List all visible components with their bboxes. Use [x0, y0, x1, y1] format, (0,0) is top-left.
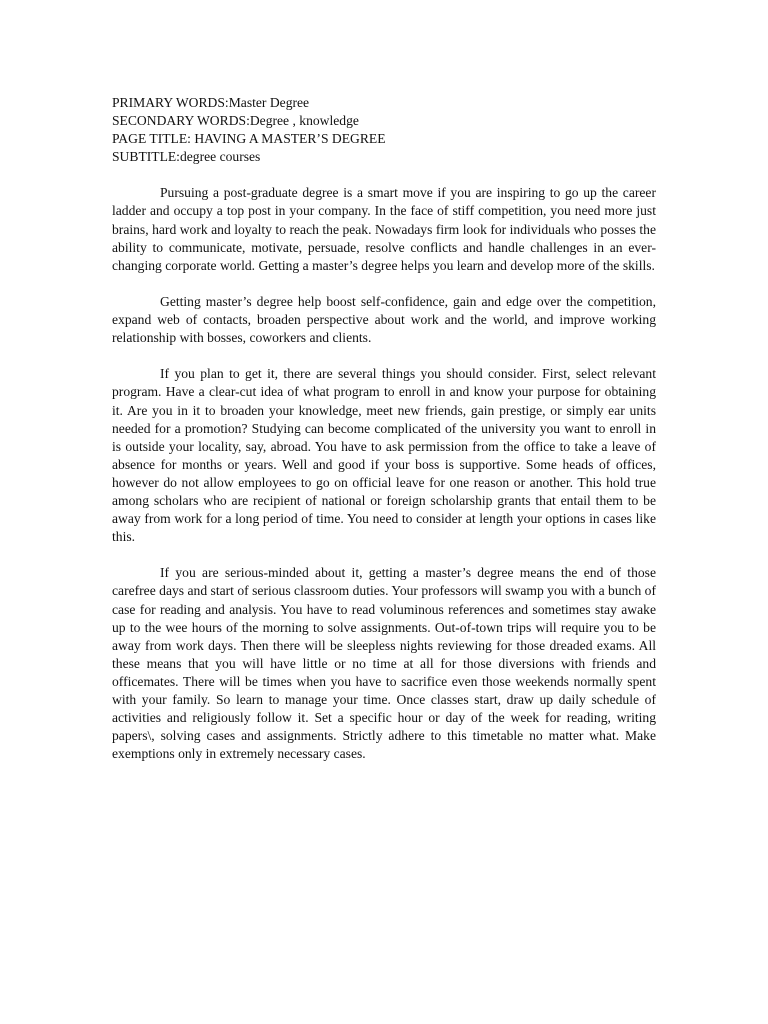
keyword-header: [112, 94, 656, 166]
document-page: [112, 94, 656, 781]
secondary-words-line: SECONDARY WORDS:Degree , knowledge: [112, 113, 359, 129]
page-title-line: PAGE TITLE: HAVING A MASTER’S DEGREE: [112, 131, 386, 147]
paragraph-benefits: Getting master’s degree help boost self-confidence, gain and edge over the competition, expand web of contacts, broaden perspective about work and the world, and improve working relationship with bosses, coworkers and clients.: [112, 293, 656, 346]
subtitle-line: SUBTITLE:degree courses: [112, 149, 261, 165]
paragraph-intro: Pursuing a post-graduate degree is a smart move if you are inspiring to go up the career ladder and occupy a top post in your company. In the face of stiff competition, you need more just brains, hard work and loyalty to reach the peak. Nowadays firm look for individuals who posses the ability to communicate, motivate, persuade, resolve conflicts and handle challenges in an ever-changing corporate world. Getting a master’s degree helps you learn and develop more of the skills.: [112, 185, 656, 273]
paragraph-considerations: If you plan to get it, there are several things you should consider. First, select relevant program. Have a clear-cut idea of what program to enroll in and know your purpose for obtaining it. Are you in it to broaden your knowledge, meet new friends, gain prestige, or simply ear units needed for a promotion? Studying can become complicated of the university you want to enroll in is outside your locality, say, abroad. You have to ask permission from the office to take a leave of absence for months or years. Well and good if your boss is supportive. Some heads of offices, however do not allow employees to go on official leave for one reason or another. This hold true among scholars who are recipient of national or foreign scholarship grants that entail them to be away from work for a long period of time. You need to consider at length your options in cases like this.: [112, 366, 656, 545]
primary-words-line: PRIMARY WORDS:Master Degree: [112, 95, 310, 110]
paragraph-commitment: If you are serious-minded about it, getting a master’s degree means the end of those carefree days and start of serious classroom duties. Your professors will swamp you with a bunch of case for reading and analysis. You have to read voluminous references and sometimes stay awake up to the wee hours of the morning to solve assignments. Out-of-town trips will require you to be away from work days. Then there will be sleepless nights reviewing for those dreaded exams. All these means that you will have little or no time at all for those diversions with friends and officemates. There will be times when you have to sacrifice even those weekends normally spent with your family. So learn to manage your time. Once classes start, draw up daily schedule of activities and religiously follow it. Set a specific hour or day of the week for reading, writing papers\, solving cases and assignments. Strictly adhere to this timetable no matter what. Make exemptions only in extremely necessary cases.: [112, 565, 656, 762]
